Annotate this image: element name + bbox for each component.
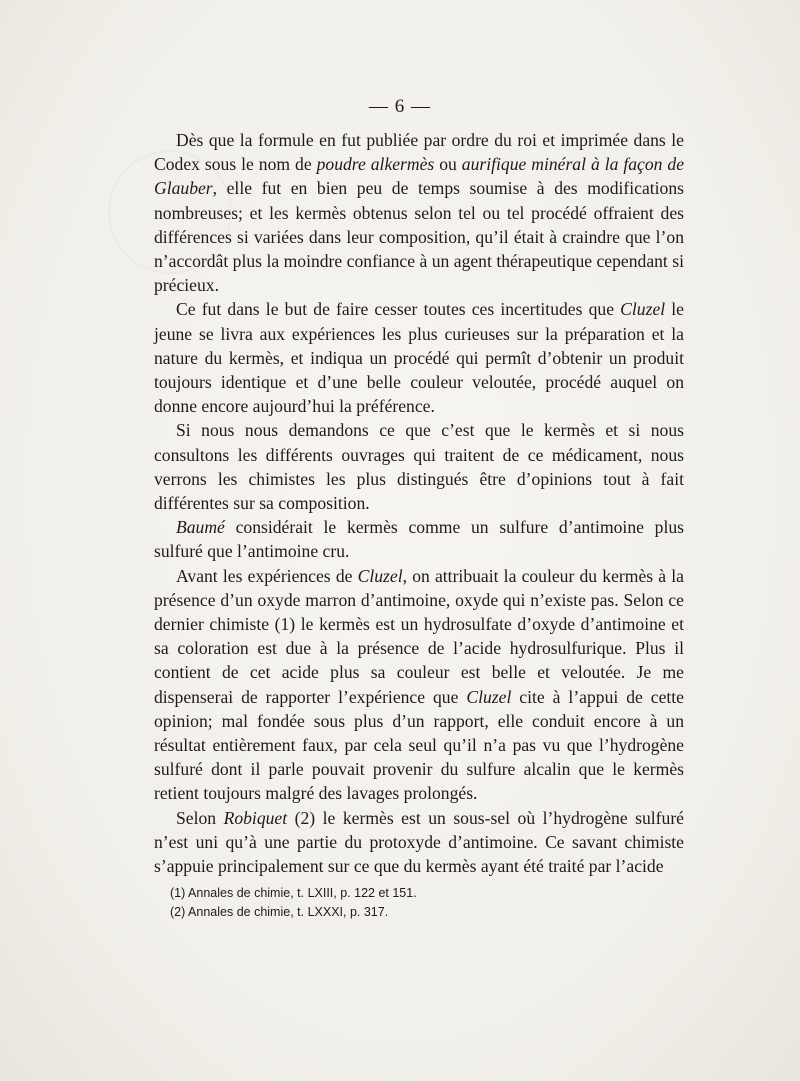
italic-text: aurifique minéral à la façon de Glauber xyxy=(154,154,685,199)
text-run: (2) le kermès est un sous-sel où l’hydrogène sulfuré n’est uni qu’à une partie du protoxyde d’antimoine. Ce savant chimiste s’appuie principalement sur ce que du kermès ayant été traité par l’acide xyxy=(154,807,684,877)
footnote: (1) Annales de chimie, t. LXIII, p. 122 et 151. xyxy=(170,886,417,900)
text-run: Dès que la formule en fut publiée par ordre du roi et imprimée dans le Codex sous le nom de xyxy=(154,130,684,175)
text-run: Si nous nous demandons ce que c’est que le kermès et si nous consultons les différents ouvrages qui traitent de ce médicament, nous verrons les chimistes les plus distingués être d’opinions tout à fait différentes sur sa composition. xyxy=(154,420,684,514)
italic-text: Cluzel xyxy=(466,686,512,707)
paragraph xyxy=(154,564,684,806)
italic-text: poudre alkermès xyxy=(316,154,435,175)
footnotes xyxy=(154,884,684,922)
body-text xyxy=(154,128,684,878)
paragraph xyxy=(154,806,684,879)
page-number: — 6 — xyxy=(369,96,431,117)
paragraph xyxy=(154,418,684,515)
italic-text: Robiquet xyxy=(223,807,288,828)
text-run: Avant les expériences de xyxy=(176,565,358,586)
text-run: le jeune se livra aux expériences les plus curieuses sur la préparation et la nature du kermès, et indiqua un procédé qui permît d’obtenir un produit toujours identique et d’une belle couleur veloutée, procédé auquel on donne encore aujourd’hui la préférence. xyxy=(154,299,684,417)
text-run: considérait le kermès comme un sulfure d’antimoine plus sulfuré que l’antimoine cru. xyxy=(154,517,684,562)
text-run: Selon xyxy=(176,807,224,828)
text-run: , on attribuait la couleur du kermès à la présence d’un oxyde marron d’antimoine, oxyde qui n’existe pas. Selon ce dernier chimiste (1) le kermès est un hydrosulfate d’oxyde d’antimoine et sa coloration est due à la présence de l’acide hydrosulfurique. Plus il contient de cet acide plus sa couleur est belle et veloutée. Je me dispenserai de rapporter l’expérience que xyxy=(154,565,684,707)
italic-text: Baumé xyxy=(176,517,225,538)
paragraph xyxy=(154,128,684,297)
text-run: ou xyxy=(434,154,462,175)
italic-text: Cluzel xyxy=(620,299,666,320)
footnote: (2) Annales de chimie, t. LXXXI, p. 317. xyxy=(170,905,389,919)
text-run: , elle fut en bien peu de temps soumise à des modifications nombreuses; et les kermès obtenus selon tel ou tel procédé offraient des différences si variées dans leur composition, qu’il était à craindre que l’on n’accordât plus la moindre confiance à un agent thérapeutique cependant si précieux. xyxy=(154,178,684,296)
text-run: cite à l’appui de cette opinion; mal fondée sous plus d’un rapport, elle conduit encore à un résultat entièrement faux, par cela seul qu’il n’a pas vu que l’hydrogène sulfuré dont il parle pouvait provenir du sulfure alcalin que le kermès retient toujours malgré des lavages prolongés. xyxy=(154,686,684,804)
paragraph xyxy=(154,515,684,563)
italic-text: Cluzel xyxy=(357,565,403,586)
paragraph xyxy=(154,297,684,418)
text-run: Ce fut dans le but de faire cesser toutes ces incertitudes que xyxy=(176,299,621,320)
